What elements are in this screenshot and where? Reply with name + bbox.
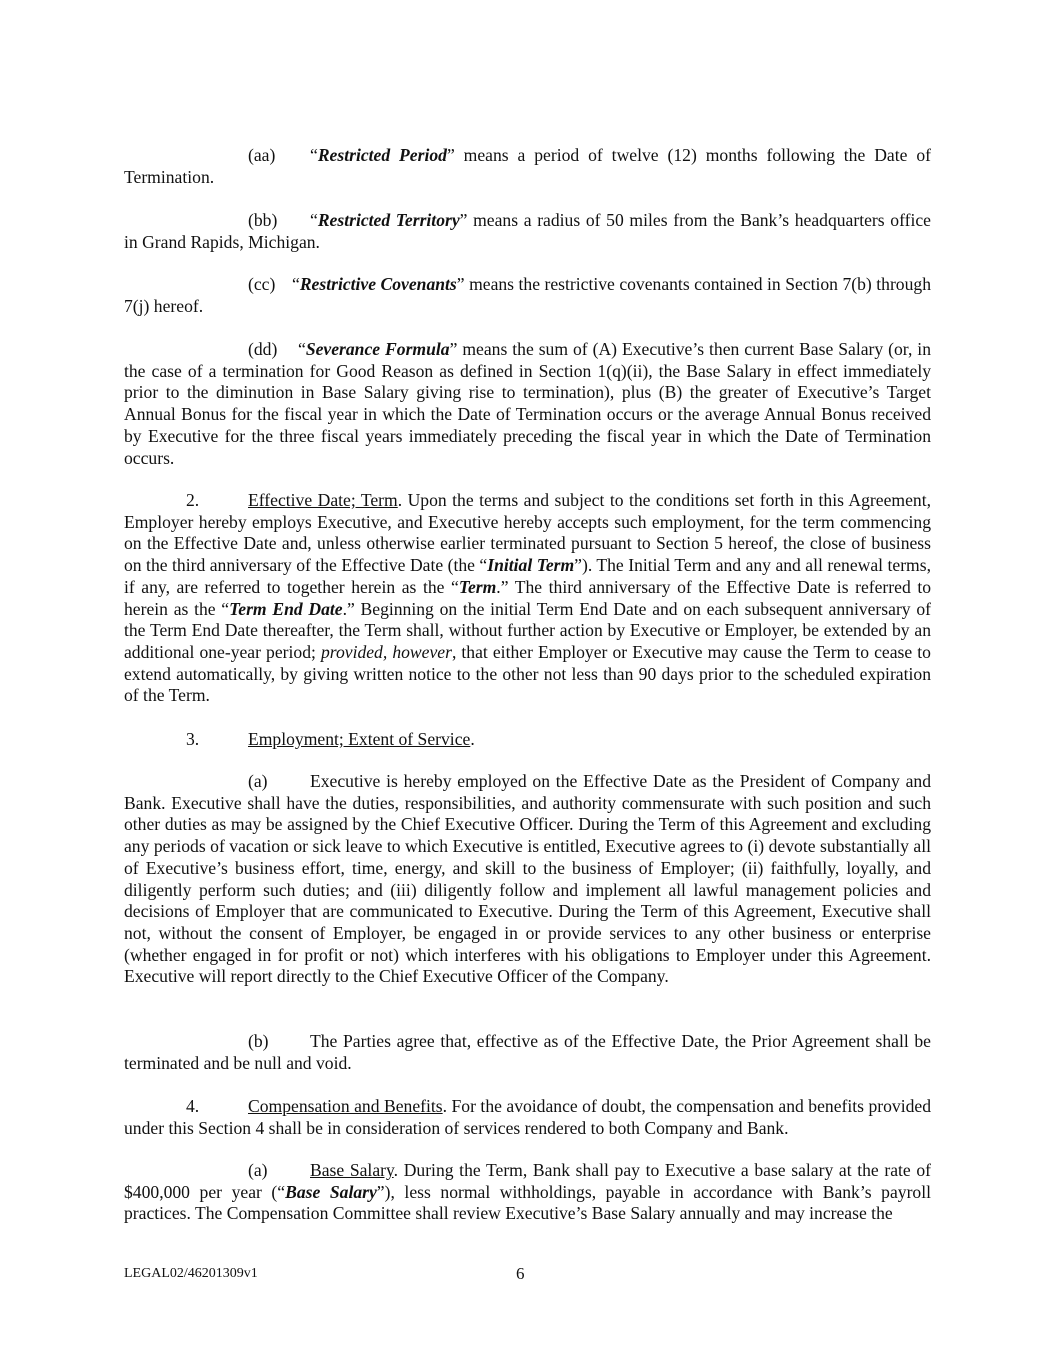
definition-cc — [124, 274, 931, 317]
definition-number: (cc) — [248, 274, 276, 294]
section-number: 3. — [186, 729, 200, 749]
subsection-number: (b) — [248, 1031, 269, 1051]
definition-number: (aa) — [248, 145, 276, 165]
section-text: .” The third anniversary of the Effective Date is referred to herein as the “ — [124, 576, 932, 619]
section-text: ”). The Initial Term and any and all renewal terms, if any, are referred to together herein as the “ — [124, 555, 931, 597]
section-text: .” Beginning on the initial Term End Date and on each subsequent anniversary of the Term End Date thereafter, the Term shall, without further action by Executive or Employer, be extended by an additional one-year period; — [124, 598, 931, 662]
section-4 — [124, 1096, 931, 1139]
section-2 — [124, 490, 931, 707]
subsection-heading: Base Salary — [310, 1160, 394, 1180]
definition-aa — [124, 145, 931, 188]
section-3a — [124, 771, 931, 988]
defined-term: Restricted Period — [317, 145, 447, 165]
defined-term: Restricted Territory — [317, 210, 460, 230]
definition-dd — [124, 339, 931, 469]
definition-number: (dd) — [248, 339, 278, 359]
open-quote: “ — [292, 274, 300, 294]
subsection-text: Executive is hereby employed on the Effective Date as the President of Company and Bank. Executive shall have the duties, responsibilities, and authority commensurate with such position and such other duties as may be assigned by the Chief Executive Officer. During the Term of this Agreement and excluding any periods of vacation or sick leave to which Executive is entitled, Executive agrees to (i) devote substantially all of Executive’s business effort, time, energy, and skill to the business of Employer; (ii) faithfully, loyally, and diligently perform such duties; and (iii) diligently follow and implement all lawful management policies and decisions of Employer that are communicated to Executive. During the Term of this Agreement, Executive shall not, without the consent of Employer, be engaged in or provide services to any other business or enterprise (whether engaged in for profit or not) which interferes with his obligations to Employer under this Agreement. Executive will report directly to the Chief Executive Officer of the Company. — [124, 771, 931, 987]
section-text: , that either Employer or Executive may cause the Term to cease to extend automatically, by giving written notice to the other not less than 90 days prior to the scheduled expiration of the Term. — [124, 641, 931, 706]
subsection-number: (a) — [248, 1160, 268, 1180]
subsection-text: ”), less normal withholdings, payable in accordance with Bank’s payroll practices. The Compensation Committee shall review Executive’s Base Salary annually and may increase the — [124, 1181, 931, 1224]
defined-term: Initial Term — [487, 555, 575, 576]
section-number: 2. — [186, 490, 200, 510]
open-quote: “ — [298, 339, 306, 359]
section-period: . — [470, 729, 475, 749]
section-4a — [124, 1160, 931, 1225]
defined-term: Term — [458, 576, 497, 597]
section-text: . For the avoidance of doubt, the compensation and benefits provided under this Section 4 shall be in consideration of services rendered to both Company and Bank. — [124, 1096, 932, 1138]
section-heading: Employment; Extent of Service — [248, 729, 471, 749]
section-number: 4. — [186, 1096, 200, 1116]
defined-term: Base Salary — [285, 1181, 377, 1202]
subsection-number: (a) — [248, 771, 268, 791]
definition-text: ” means the sum of (A) Executive’s then current Base Salary (or, in the case of a termination for Good Reason as defined in Section 1(q)(ii), the Base Salary in effect immediately prior to the diminution in Base Salary giving rise to termination), plus (B) the greater of Executive’s Target Annual Bonus for the fiscal year in which the Date of Termination occurs or the average Annual Bonus received by Executive for the three fiscal years immediately preceding the fiscal year in which the Date of Termination occurs. — [124, 339, 931, 468]
definition-text: ” means the restrictive covenants contained in Section 7(b) through 7(j) hereof. — [124, 274, 931, 316]
section-heading: Compensation and Benefits — [248, 1096, 443, 1116]
subsection-text: . During the Term, Bank shall pay to Executive a base salary at the rate of $400,000 per year (“ — [124, 1160, 932, 1202]
definition-text: ” means a period of twelve (12) months following the Date of Termination. — [124, 145, 931, 187]
section-text: . Upon the terms and subject to the conditions set forth in this Agreement, Employer hereby employs Executive, and Executive hereby accepts such employment, for the term commencing on the Effective Date and, unless otherwise earlier terminated pursuant to Section 5 hereof, the close of business on the third anniversary of the Effective Date (the “ — [124, 490, 931, 576]
section-heading: Effective Date; Term — [248, 490, 398, 510]
page-number: 6 — [516, 1264, 525, 1283]
definition-bb — [124, 210, 931, 253]
definition-text: ” means a radius of 50 miles from the Bank’s headquarters office in Grand Rapids, Michigan. — [124, 210, 931, 252]
proviso-text: provided, however — [320, 641, 452, 662]
section-3 — [124, 729, 931, 751]
open-quote: “ — [310, 145, 318, 165]
section-3b — [124, 1031, 931, 1074]
document-id: LEGAL02/46201309v1 — [124, 1266, 258, 1281]
defined-term: Restrictive Covenants — [299, 274, 457, 294]
definition-number: (bb) — [248, 210, 278, 230]
defined-term: Severance Formula — [305, 339, 450, 359]
subsection-text: The Parties agree that, effective as of the Effective Date, the Prior Agreement shall be terminated and be null and void. — [124, 1031, 931, 1073]
defined-term: Term End Date — [229, 598, 343, 619]
open-quote: “ — [310, 210, 318, 230]
